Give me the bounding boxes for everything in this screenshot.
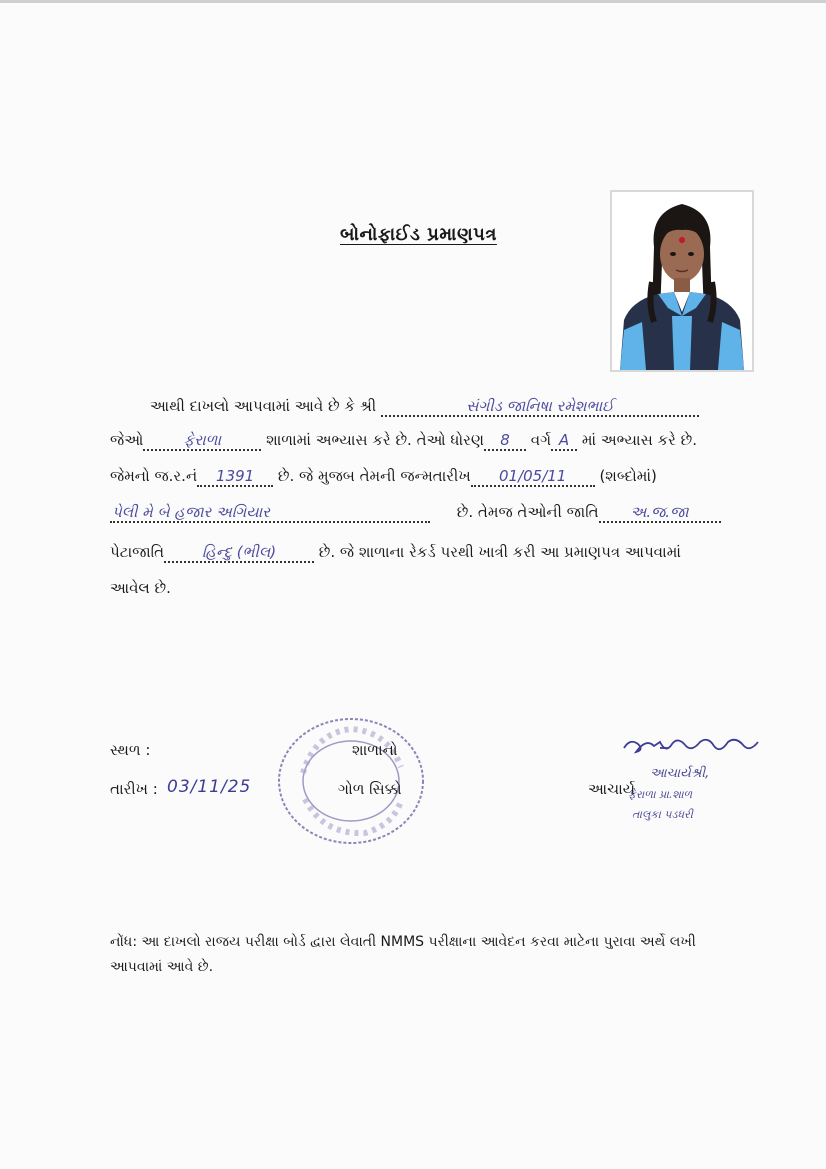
division-field[interactable]: A bbox=[551, 432, 577, 451]
birth-date-words-field[interactable]: પેલી મે બે હજાર અગિયાર bbox=[110, 504, 430, 523]
stamp-line-1: આચાર્યશ્રી, bbox=[650, 766, 710, 781]
school-name-field[interactable]: ફેરાળા bbox=[143, 432, 261, 451]
register-number-field[interactable]: 1391 bbox=[197, 468, 273, 487]
principal-label: આચાર્ય bbox=[588, 780, 636, 798]
place-label: સ્થળ : bbox=[110, 741, 151, 759]
date-label: તારીખ : bbox=[110, 780, 158, 798]
paragraph-line-6 bbox=[110, 578, 758, 598]
sub-caste-field[interactable]: હિન્દુ (ભીલ) bbox=[164, 544, 314, 563]
seal-label-1: શાળાનો bbox=[352, 741, 398, 759]
line4-mid: છે. તેમજ તેઓની જાતિ bbox=[456, 503, 599, 521]
paragraph-line-4 bbox=[110, 502, 758, 523]
line5-prefix: પેટાજાતિ bbox=[110, 543, 165, 561]
paragraph-line-1 bbox=[110, 396, 758, 417]
line3-prefix: જેમનો જ.ર.નં bbox=[110, 467, 198, 485]
category-field[interactable]: અ.જ.જા bbox=[599, 504, 721, 523]
principal-stamp bbox=[622, 764, 752, 828]
principal-signature bbox=[620, 728, 762, 764]
standard-field[interactable]: 8 bbox=[484, 432, 526, 451]
page-top-edge bbox=[0, 0, 826, 3]
line3-suffix: (શબ્દોમાં) bbox=[599, 467, 657, 485]
line2-prefix: જેઓ bbox=[110, 431, 144, 449]
stamp-line-3: તાલુકા પડધરી bbox=[632, 808, 693, 821]
footnote: નોંધ: આ દાખલો રાજય પરીક્ષા બોર્ડ દ્વારા લેવાતી NMMS પરીક્ષાના આવેદન કરવા માટેના પુરાવા અર્થે લખી આપવામાં આવે છે. bbox=[110, 934, 696, 975]
student-name-field[interactable]: સંગીડ જાનિષા રમેશભાઈ bbox=[381, 398, 699, 417]
paragraph-line-3 bbox=[110, 466, 758, 487]
line2-suffix: માં અભ્યાસ કરે છે. bbox=[581, 431, 697, 449]
line5-suffix: છે. જે શાળાના રેકર્ડ પરથી ખાત્રી કરી આ પ્રમાણપત્ર આપવામાં bbox=[318, 543, 681, 561]
line3-mid: છે. જે મુજબ તેમની જન્મતારીખ bbox=[277, 467, 471, 485]
birth-date-field[interactable]: 01/05/11 bbox=[471, 468, 595, 487]
seal-label-2: ગોળ સિક્કો bbox=[338, 780, 402, 798]
line1-prefix: આથી દાખલો આપવામાં આવે છે કે શ્રી bbox=[150, 397, 377, 415]
line6-text: આવેલ છે. bbox=[110, 579, 171, 597]
stamp-line-2: ફેરાળા પ્રા.શાળ bbox=[628, 788, 693, 801]
date-value: 03/11/25 bbox=[167, 777, 252, 797]
paragraph-line-2 bbox=[110, 430, 758, 451]
line2-mid: શાળામાં અભ્યાસ કરે છે. તેઓ ધોરણ bbox=[266, 431, 484, 449]
student-photo bbox=[610, 190, 754, 372]
line2-mid2: વર્ગ bbox=[530, 431, 552, 449]
paragraph-line-5 bbox=[110, 542, 758, 563]
certificate-title: બોનોફાઈડ પ્રમાણપત્ર bbox=[340, 224, 497, 245]
